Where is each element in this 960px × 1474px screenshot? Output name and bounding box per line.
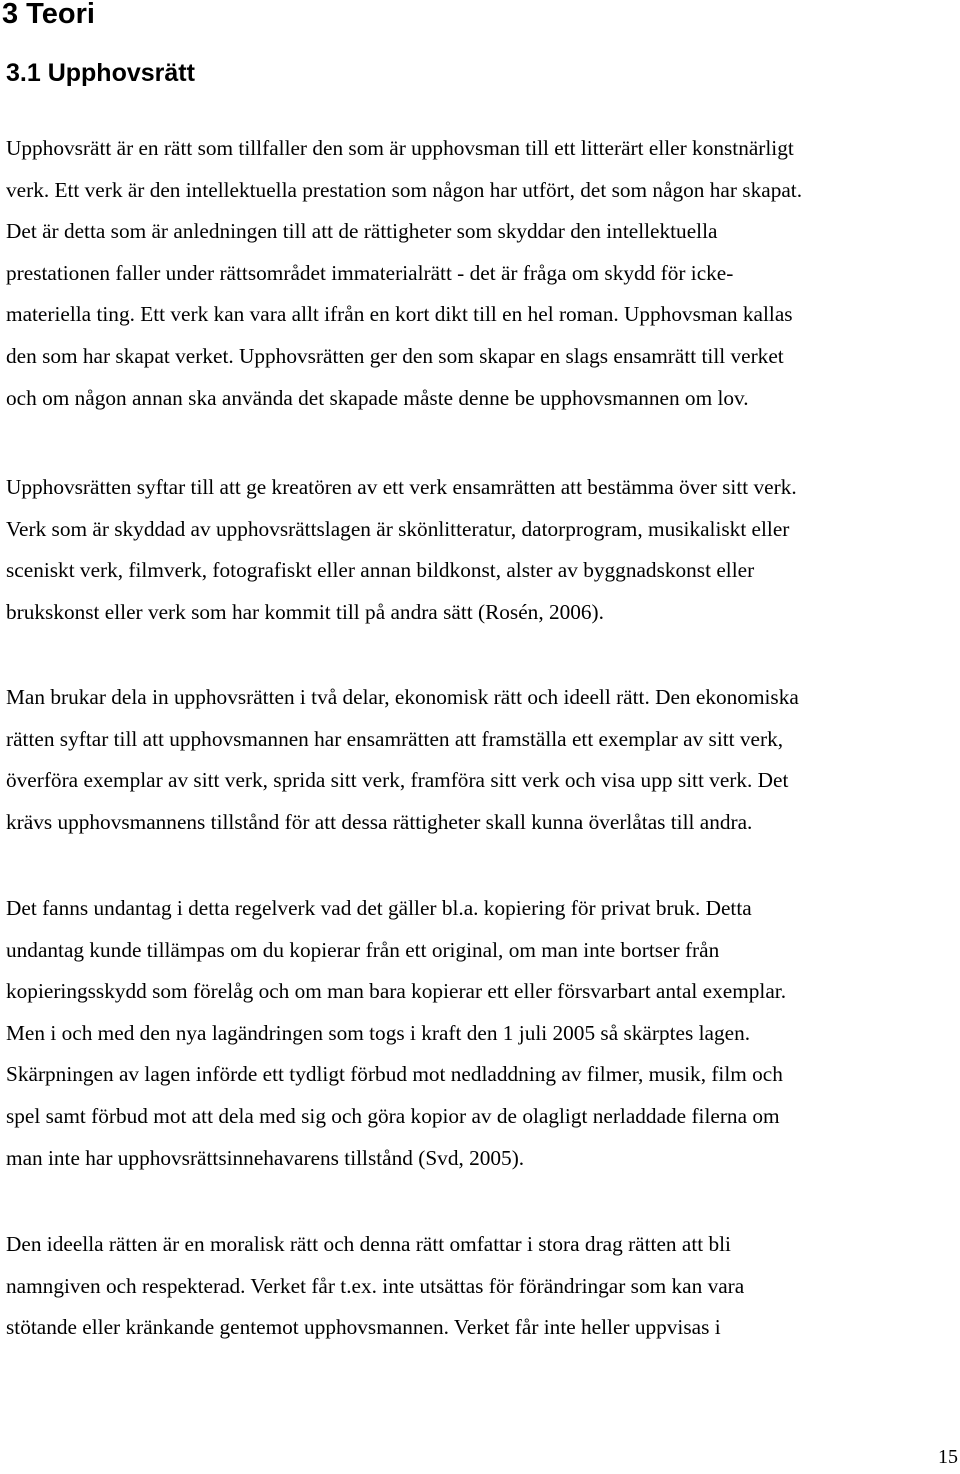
paragraph-2	[6, 467, 960, 633]
paragraph-line: Men i och med den nya lagändringen som togs i kraft den 1 juli 2005 så skärptes lagen.	[6, 1020, 751, 1045]
page-number: 15	[938, 1446, 958, 1468]
paragraph-5	[6, 1224, 960, 1349]
paragraph-line: kopieringsskydd som förelåg och om man bara kopierar ett eller försvarbart antal exemplar.	[6, 979, 787, 1004]
paragraph-line: man inte har upphovsrättsinnehavarens tillstånd (Svd, 2005).	[6, 1145, 525, 1170]
paragraph-line: Skärpningen av lagen införde ett tydligt förbud mot nedladdning av filmer, musik, film och	[6, 1062, 783, 1087]
paragraph-line: Upphovsrätt är en rätt som tillfaller den som är upphovsman till ett litterärt eller konstnärligt	[6, 136, 794, 160]
paragraph-3	[6, 677, 960, 843]
paragraph-line: Den ideella rätten är en moralisk rätt och denna rätt omfattar i stora drag rätten att bli	[6, 1232, 731, 1256]
paragraph-line: Det fanns undantag i detta regelverk vad det gäller bl.a. kopiering för privat bruk. Detta	[6, 896, 752, 920]
paragraph-line: överföra exemplar av sitt verk, sprida sitt verk, framföra sitt verk och visa upp sitt verk. Det	[6, 768, 789, 793]
paragraph-line: verk. Ett verk är den intellektuella prestation som någon har utfört, det som någon har skapat.	[6, 177, 803, 202]
paragraph-line: Verk som är skyddad av upphovsrättslagen är skönlitteratur, datorprogram, musikaliskt eller	[6, 516, 790, 541]
paragraph-1	[6, 128, 960, 419]
paragraph-line: materiella ting. Ett verk kan vara allt ifrån en kort dikt till en hel roman. Upphovsman kallas	[6, 302, 793, 327]
paragraph-line: spel samt förbud mot att dela med sig och göra kopior av de olagligt nerladdade filerna om	[6, 1103, 780, 1128]
paragraph-line: Det är detta som är anledningen till att de rättigheter som skyddar den intellektuella	[6, 219, 718, 244]
paragraph-4	[6, 888, 960, 1179]
paragraph-line: rätten syftar till att upphovsmannen har ensamrätten att framställa ett exemplar av sitt verk,	[6, 726, 784, 751]
section-heading: 3.1 Upphovsrätt	[6, 59, 195, 87]
paragraph-line: prestationen faller under rättsområdet immaterialrätt - det är fråga om skydd för icke-	[6, 260, 734, 285]
chapter-heading: 3 Teori	[2, 0, 95, 30]
paragraph-line: krävs upphovsmannens tillstånd för att dessa rättigheter skall kunna överlåtas till andra.	[6, 809, 753, 834]
paragraph-line: Man brukar dela in upphovsrätten i två delar, ekonomisk rätt och ideell rätt. Den ekonomiska	[6, 685, 799, 709]
paragraph-line: stötande eller kränkande gentemot upphovsmannen. Verket får inte heller uppvisas i	[6, 1315, 721, 1340]
paragraph-line: undantag kunde tillämpas om du kopierar från ett original, om man inte bortser från	[6, 937, 720, 962]
paragraph-line: den som har skapat verket. Upphovsrätten ger den som skapar en slags ensamrätt till verket	[6, 343, 784, 368]
paragraph-line: brukskonst eller verk som har kommit till på andra sätt (Rosén, 2006).	[6, 599, 604, 624]
paragraph-line: Upphovsrätten syftar till att ge kreatören av ett verk ensamrätten att bestämma över sitt verk.	[6, 475, 797, 499]
paragraph-line: namngiven och respekterad. Verket får t.ex. inte utsättas för förändringar som kan vara	[6, 1273, 745, 1298]
paragraph-line: och om någon annan ska använda det skapade måste denne be upphovsmannen om lov.	[6, 385, 749, 410]
paragraph-line: sceniskt verk, filmverk, fotografiskt eller annan bildkonst, alster av byggnadskonst eller	[6, 558, 755, 583]
